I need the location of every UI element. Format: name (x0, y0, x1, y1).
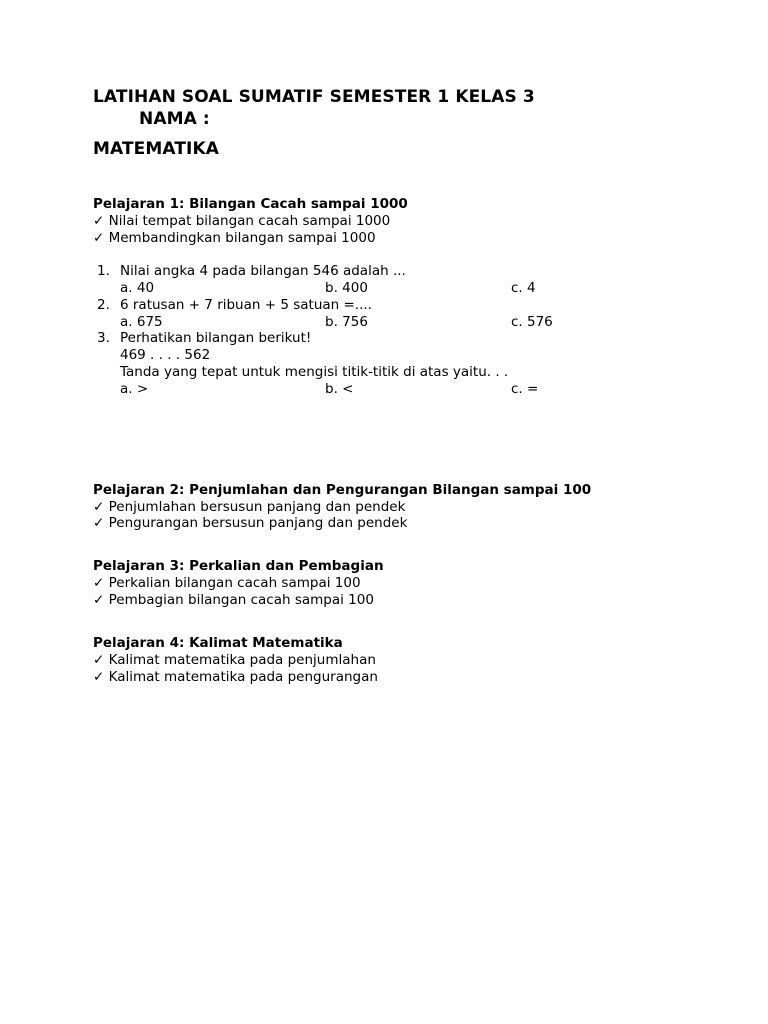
question-number: 1. (97, 263, 110, 279)
answer-option-c: c. 576 (511, 314, 553, 330)
lesson-3-title: Pelajaran 3: Perkalian dan Pembagian (93, 558, 384, 574)
lesson-1-title: Pelajaran 1: Bilangan Cacah sampai 1000 (93, 196, 408, 212)
answer-option-a: a. 675 (120, 314, 163, 330)
answer-option-c: c. 4 (511, 280, 536, 296)
answer-option-c: c. = (511, 381, 539, 397)
name-label: NAMA : (139, 109, 210, 129)
document-title: LATIHAN SOAL SUMATIF SEMESTER 1 KELAS 3 (93, 87, 535, 107)
answer-option-b: b. 756 (325, 314, 368, 330)
lesson-4-objective: ✓ Kalimat matematika pada pengurangan (93, 669, 378, 685)
question-text: Nilai angka 4 pada bilangan 546 adalah ... (120, 263, 406, 279)
answer-option-b: b. < (325, 381, 354, 397)
question-number: 3. (97, 330, 110, 346)
lesson-2-objective: ✓ Pengurangan bersusun panjang dan pendek (93, 515, 408, 531)
lesson-2-objective: ✓ Penjumlahan bersusun panjang dan pendek (93, 499, 406, 515)
question-instruction: Tanda yang tepat untuk mengisi titik-titik di atas yaitu. . . (120, 364, 509, 380)
lesson-3-objective: ✓ Pembagian bilangan cacah sampai 100 (93, 592, 374, 608)
lesson-2-title: Pelajaran 2: Penjumlahan dan Pengurangan Bilangan sampai 100 (93, 482, 592, 498)
lesson-1-objective: ✓ Membandingkan bilangan sampai 1000 (93, 230, 376, 246)
answer-option-b: b. 400 (325, 280, 368, 296)
answer-option-a: a. > (120, 381, 149, 397)
question-text: Perhatikan bilangan berikut! (120, 330, 312, 346)
question-number: 2. (97, 297, 110, 313)
subject-heading: MATEMATIKA (93, 139, 219, 159)
question-text: 6 ratusan + 7 ribuan + 5 satuan =.... (120, 297, 372, 313)
lesson-1-objective: ✓ Nilai tempat bilangan cacah sampai 1000 (93, 213, 391, 229)
question-number-comparison: 469 . . . . 562 (120, 347, 211, 363)
answer-option-a: a. 40 (120, 280, 155, 296)
lesson-3-objective: ✓ Perkalian bilangan cacah sampai 100 (93, 575, 361, 591)
lesson-4-objective: ✓ Kalimat matematika pada penjumlahan (93, 652, 376, 668)
lesson-4-title: Pelajaran 4: Kalimat Matematika (93, 635, 343, 651)
